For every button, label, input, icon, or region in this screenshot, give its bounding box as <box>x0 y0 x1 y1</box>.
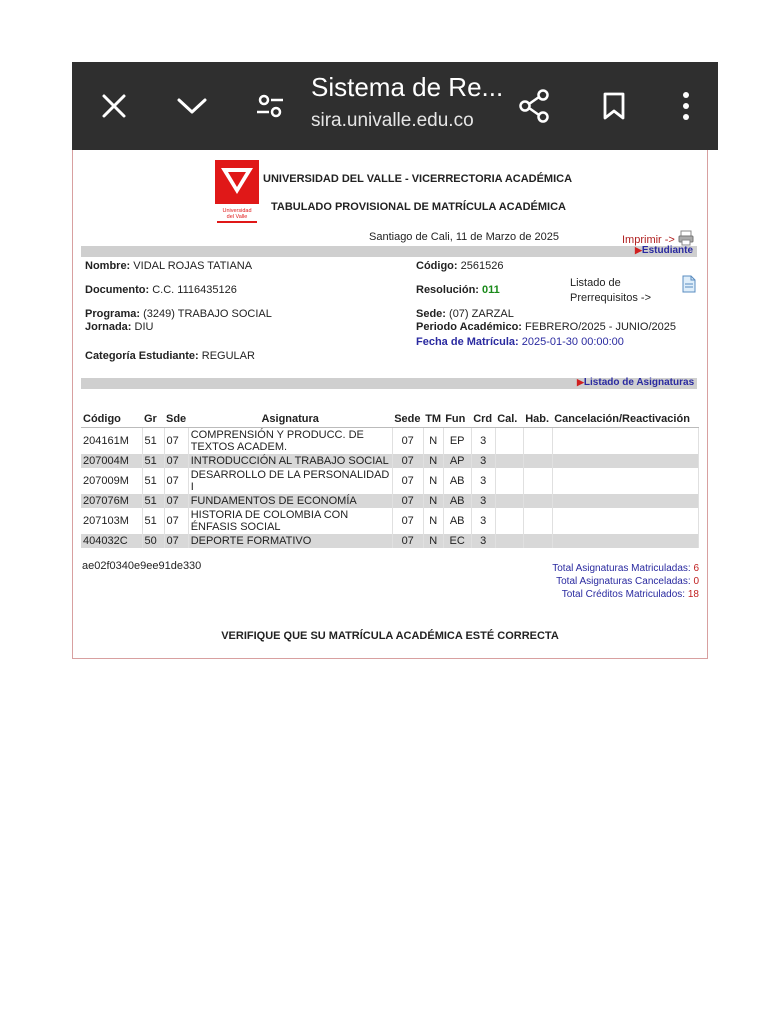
table-cell: 51 <box>142 428 164 455</box>
table-cell: AP <box>443 454 471 468</box>
table-cell: AB <box>443 468 471 494</box>
svg-text:del Valle: del Valle <box>226 214 248 220</box>
table-cell: 51 <box>142 468 164 494</box>
print-label: Imprimir -> <box>622 233 675 246</box>
svg-text:Universidad: Universidad <box>222 208 252 214</box>
table-cell <box>523 508 552 534</box>
table-cell: EC <box>443 534 471 548</box>
student-link[interactable] <box>635 245 693 256</box>
column-header: Cancelación/Reactivación <box>552 411 698 428</box>
student-document <box>85 284 237 296</box>
date-location: Santiago de Cali, 11 de Marzo de 2025 <box>369 231 559 243</box>
table-cell: 51 <box>142 508 164 534</box>
table-cell <box>552 508 698 534</box>
table-cell <box>552 428 698 455</box>
table-cell: AB <box>443 494 471 508</box>
table-cell: 07 <box>164 454 188 468</box>
table-cell <box>495 534 523 548</box>
table-cell: 07 <box>164 428 188 455</box>
enrollment-totals <box>552 562 699 601</box>
column-header: Sde <box>164 411 188 428</box>
enrollment-date-label: Fecha de Matrícula: <box>416 336 519 348</box>
total-cancelled-label: Total Asignaturas Canceladas: <box>556 576 691 587</box>
table-cell <box>523 468 552 494</box>
table-cell: 3 <box>471 454 495 468</box>
period-label: Periodo Académico: <box>416 321 522 333</box>
table-cell: HISTORIA DE COLOMBIA CON ÉNFASIS SOCIAL <box>188 508 392 534</box>
table-row <box>81 508 699 534</box>
student-shift <box>85 321 153 333</box>
chevron-down-icon[interactable] <box>172 86 212 126</box>
student-code <box>416 260 503 272</box>
table-cell: 51 <box>142 454 164 468</box>
table-cell: 07 <box>392 454 423 468</box>
student-name <box>85 260 252 272</box>
table-cell <box>523 534 552 548</box>
table-cell: 07 <box>392 428 423 455</box>
table-cell: N <box>423 534 443 548</box>
table-cell: N <box>423 508 443 534</box>
column-header: TM <box>423 411 443 428</box>
campus-label: Sede: <box>416 308 446 320</box>
category-label: Categoría Estudiante: <box>85 350 199 362</box>
table-cell: N <box>423 494 443 508</box>
table-cell: 207103M <box>81 508 142 534</box>
page-url[interactable]: sira.univalle.edu.co <box>311 110 474 131</box>
student-program <box>85 308 272 320</box>
table-row <box>81 494 699 508</box>
campus-value: (07) ZARZAL <box>449 308 514 320</box>
table-cell: 3 <box>471 428 495 455</box>
close-icon[interactable] <box>94 86 134 126</box>
table-cell: 07 <box>392 494 423 508</box>
document-value: C.C. 1116435126 <box>152 284 237 296</box>
table-cell: N <box>423 468 443 494</box>
student-resolution <box>416 284 500 296</box>
column-header: Cal. <box>495 411 523 428</box>
total-credits-value: 18 <box>687 589 699 600</box>
total-credits-label: Total Créditos Matriculados: <box>561 589 686 600</box>
table-cell <box>495 428 523 455</box>
column-header: Hab. <box>523 411 552 428</box>
table-cell: 207076M <box>81 494 142 508</box>
table-cell: 07 <box>164 468 188 494</box>
more-vert-icon[interactable] <box>666 86 706 126</box>
table-header-row <box>81 411 699 428</box>
table-cell: 3 <box>471 508 495 534</box>
program-label: Programa: <box>85 308 141 320</box>
prerequisites-label-1: Listado de <box>570 277 621 289</box>
table-cell: 51 <box>142 494 164 508</box>
table-cell: EP <box>443 428 471 455</box>
table-cell: 50 <box>142 534 164 548</box>
table-cell <box>523 454 552 468</box>
table-row <box>81 454 699 468</box>
document-label: Documento: <box>85 284 150 296</box>
table-cell: 3 <box>471 534 495 548</box>
triangle-right-icon: ▶ <box>635 245 642 255</box>
column-header: Gr <box>142 411 164 428</box>
total-cancelled-value: 0 <box>693 576 699 587</box>
student-link-label: Estudiante <box>641 245 694 256</box>
table-cell: DEPORTE FORMATIVO <box>188 534 392 548</box>
table-cell: DESARROLLO DE LA PERSONALIDAD I <box>188 468 392 494</box>
table-row <box>81 428 699 455</box>
total-enrolled-label: Total Asignaturas Matriculadas: <box>552 563 691 574</box>
table-cell <box>495 508 523 534</box>
subjects-link-label: Listado de Asignaturas <box>583 377 695 388</box>
total-enrolled-value: 6 <box>693 563 699 574</box>
code-label: Código: <box>416 260 458 272</box>
table-cell <box>495 454 523 468</box>
triangle-right-icon: ▶ <box>577 377 584 387</box>
document-icon[interactable] <box>681 275 697 296</box>
table-cell: COMPRENSIÓN Y PRODUCC. DE TEXTOS ACADEM. <box>188 428 392 455</box>
table-cell: 07 <box>164 494 188 508</box>
table-cell <box>495 468 523 494</box>
page-title: Sistema de Re... <box>311 72 504 102</box>
prerequisites-label-2: Prerrequisitos -> <box>570 292 652 304</box>
student-section-bar <box>81 246 697 257</box>
table-cell: 07 <box>392 534 423 548</box>
table-cell <box>495 494 523 508</box>
table-cell <box>552 454 698 468</box>
table-cell: N <box>423 454 443 468</box>
academic-period <box>416 321 676 333</box>
bookmark-icon[interactable] <box>594 86 634 126</box>
enrollment-date-value: 2025-01-30 00:00:00 <box>521 336 624 348</box>
name-value: VIDAL ROJAS TATIANA <box>133 260 253 272</box>
total-credits <box>552 588 699 601</box>
program-value: (3249) TRABAJO SOCIAL <box>143 308 272 320</box>
column-header: Crd <box>471 411 495 428</box>
category-value: REGULAR <box>201 350 255 362</box>
verification-note: VERIFIQUE QUE SU MATRÍCULA ACADÉMICA ESTÉ CORRECTA <box>221 630 559 642</box>
share-icon[interactable] <box>514 86 554 126</box>
verification-hash: ae02f0340e9ee91de330 <box>82 560 202 572</box>
prerequisites-link[interactable] <box>570 276 651 306</box>
table-cell: 07 <box>164 534 188 548</box>
total-cancelled <box>552 575 699 588</box>
resolution-label: Resolución: <box>416 284 479 296</box>
table-cell: 3 <box>471 468 495 494</box>
table-cell: FUNDAMENTOS DE ECONOMÍA <box>188 494 392 508</box>
column-header: Fun <box>443 411 471 428</box>
subjects-table <box>81 411 699 548</box>
enrollment-document <box>72 150 708 659</box>
column-header: Sede <box>392 411 423 428</box>
table-cell: 204161M <box>81 428 142 455</box>
student-campus <box>416 308 514 320</box>
table-cell: 07 <box>392 468 423 494</box>
page-settings-icon[interactable] <box>250 86 290 126</box>
table-cell <box>552 494 698 508</box>
table-row <box>81 534 699 548</box>
table-cell: 207004M <box>81 454 142 468</box>
table-cell <box>552 534 698 548</box>
table-cell: AB <box>443 508 471 534</box>
browser-toolbar <box>72 62 718 150</box>
table-cell: 07 <box>164 508 188 534</box>
total-enrolled <box>552 562 699 575</box>
table-cell <box>523 428 552 455</box>
header-subtitle: TABULADO PROVISIONAL DE MATRÍCULA ACADÉMICA <box>271 201 566 213</box>
table-cell: 207009M <box>81 468 142 494</box>
name-label: Nombre: <box>85 260 131 272</box>
subjects-link[interactable] <box>577 377 694 388</box>
enrollment-date <box>416 336 624 348</box>
table-cell: INTRODUCCIÓN AL TRABAJO SOCIAL <box>188 454 392 468</box>
table-cell <box>523 494 552 508</box>
shift-value: DIU <box>134 321 154 333</box>
shift-label: Jornada: <box>85 321 132 333</box>
table-cell <box>552 468 698 494</box>
table-cell: 404032C <box>81 534 142 548</box>
table-row <box>81 468 699 494</box>
code-value: 2561526 <box>460 260 504 272</box>
table-cell: 3 <box>471 494 495 508</box>
header-title: UNIVERSIDAD DEL VALLE - VICERRECTORIA ACADÉMICA <box>263 173 573 185</box>
table-cell: N <box>423 428 443 455</box>
university-logo <box>215 160 259 224</box>
column-header: Asignatura <box>188 411 392 428</box>
student-category <box>85 350 255 362</box>
period-value: FEBRERO/2025 - JUNIO/2025 <box>525 321 677 333</box>
resolution-value: 011 <box>482 284 500 296</box>
table-cell: 07 <box>392 508 423 534</box>
column-header: Código <box>81 411 142 428</box>
